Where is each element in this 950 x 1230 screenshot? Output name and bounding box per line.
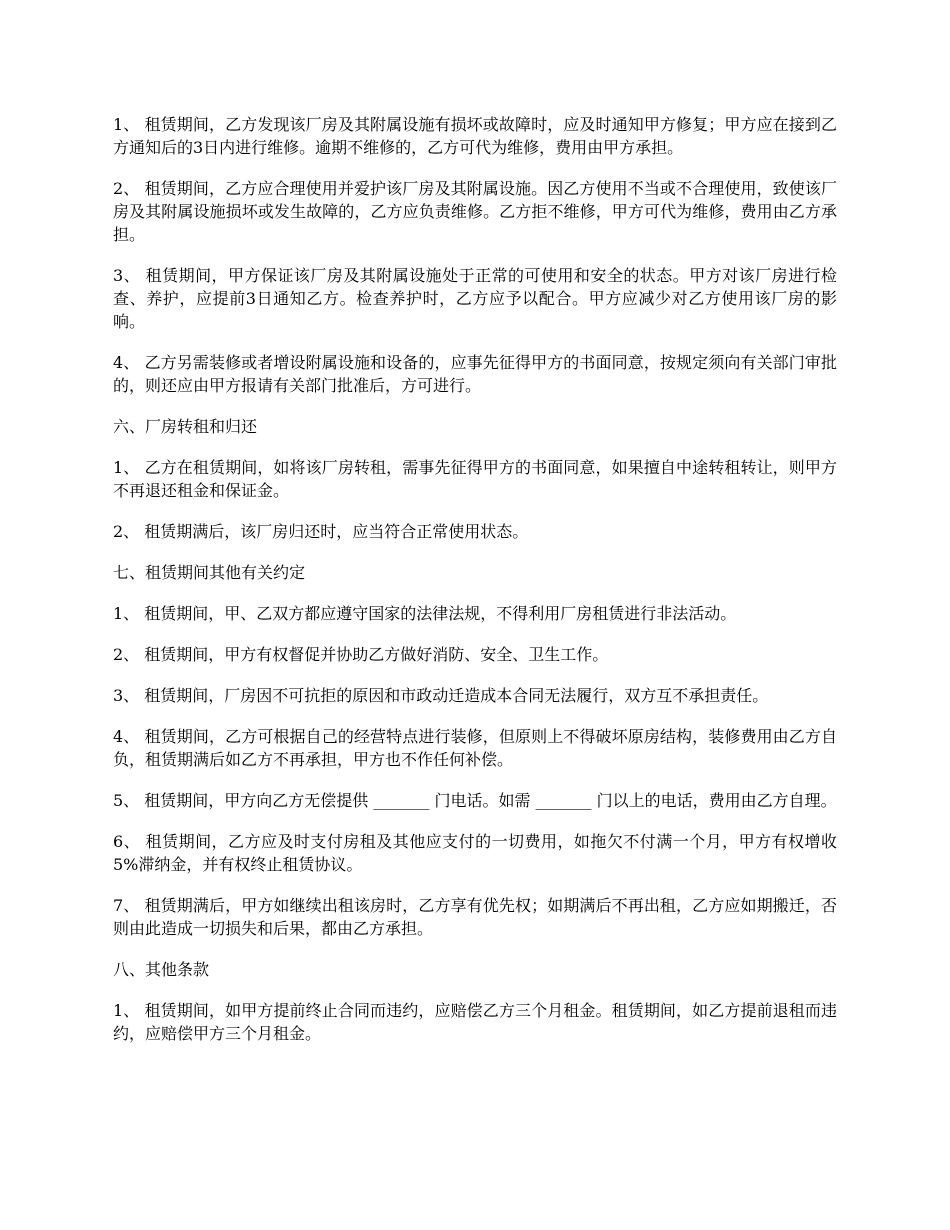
clause-renovation-approval: 4、 乙方另需装修或者增设附属设施和设备的，应事先征得甲方的书面同意，按规定须向有关部门审批的，则还应由甲方报请有关部门批准后，方可进行。: [113, 353, 837, 395]
document-page: [113, 113, 837, 1063]
clause-repair-notice: 1、 租赁期间，乙方发现该厂房及其附属设施有损坏或故障时，应及时通知甲方修复；甲方应在接到乙方通知后的3日内进行维修。逾期不维修的，乙方可代为维修，费用由甲方承担。: [113, 115, 837, 157]
clause-safety-guarantee: 3、 租赁期间，甲方保证该厂房及其附属设施处于正常的可使用和安全的状态。甲方对该厂房进行检查、养护，应提前3日通知乙方。检查养护时，乙方应予以配合。甲方应减少对乙方使用该厂房的影响。: [113, 266, 837, 331]
section-heading-sublease-return: 六、厂房转租和归还: [113, 417, 258, 436]
section-heading-other-terms: 八、其他条款: [113, 960, 210, 979]
clause-return-condition: 2、 租赁期满后，该厂房归还时，应当符合正常使用状态。: [113, 522, 529, 541]
clause-priority-renewal: 7、 租赁期满后，甲方如继续出租该房时，乙方享有优先权；如期满后不再出租，乙方应如期搬迁，否则由此造成一切损失和后果，都由乙方承担。: [113, 896, 837, 938]
clause-fire-safety: 2、 租赁期间，甲方有权督促并协助乙方做好消防、安全、卫生工作。: [113, 645, 609, 664]
clause-force-majeure: 3、 租赁期间，厂房因不可抗拒的原因和市政动迁造成本合同无法履行，双方互不承担责任。: [113, 686, 769, 705]
clause-early-termination: 1、 租赁期间，如甲方提前终止合同而违约，应赔偿乙方三个月租金。租赁期间，如乙方提前退租而违约，应赔偿甲方三个月租金。: [113, 1001, 837, 1043]
clause-sublease-consent: 1、 乙方在租赁期间，如将该厂房转租，需事先征得甲方的书面同意，如果擅自中途转租转让，则甲方不再退还租金和保证金。: [113, 458, 837, 500]
clause-legal-compliance: 1、 租赁期间，甲、乙双方都应遵守国家的法律法规，不得利用厂房租赁进行非法活动。: [113, 604, 737, 623]
section-heading-other-agreements: 七、租赁期间其他有关约定: [113, 563, 306, 582]
clause-tenant-renovation: 4、 租赁期间，乙方可根据自己的经营特点进行装修，但原则上不得破坏原房结构，装修费用由乙方自负，租赁期满后如乙方不再承担，甲方也不作任何补偿。: [113, 727, 837, 769]
clause-proper-use: 2、 租赁期间，乙方应合理使用并爱护该厂房及其附属设施。因乙方使用不当或不合理使用，致使该厂房及其附属设施损坏或发生故障的，乙方应负责维修。乙方拒不维修，甲方可代为维修，费用由乙方承担。: [113, 179, 837, 244]
clause-late-payment: 6、 租赁期间，乙方应及时支付房租及其他应支付的一切费用，如拖欠不付满一个月，甲方有权增收5%滞纳金，并有权终止租赁协议。: [113, 832, 837, 874]
clause-telephone-lines: 5、 租赁期间，甲方向乙方无偿提供 _______ 门电话。如需 _______ 门以上的电话，费用由乙方自理。: [113, 791, 837, 810]
